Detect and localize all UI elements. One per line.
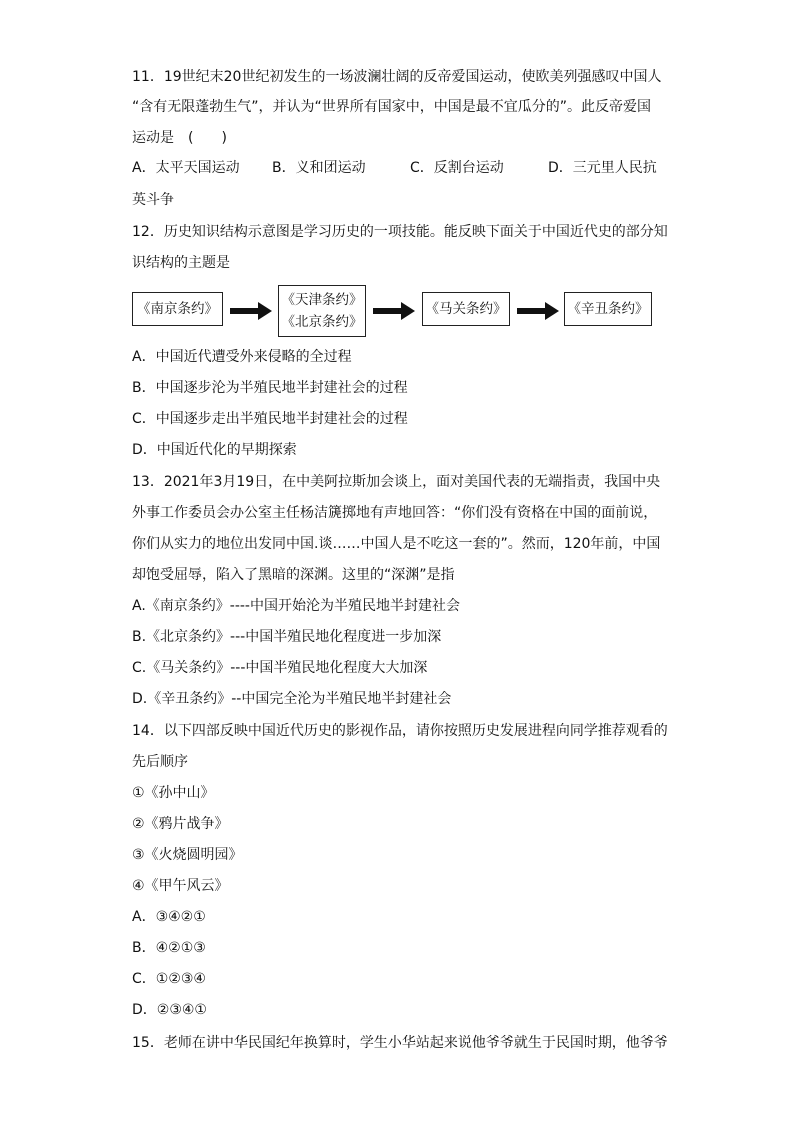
flow-box-nanjing xyxy=(132,292,223,326)
flow-arrow-3 xyxy=(517,302,559,320)
treaty-flow-diagram xyxy=(132,285,672,337)
q13-stem-line-1: 13．2021年3月19日，在中美阿拉斯加会谈上，面对美国代表的无端指责，我国中央 xyxy=(132,474,661,490)
q13-option-c[interactable]: C.《马关条约》---中国半殖民地化程度大大加深 xyxy=(132,660,428,676)
q11-stem-line-2: “含有无限蓬勃生气”，并认为“世界所有国家中，中国是最不宜瓜分的”。此反帝爱国 xyxy=(132,99,652,115)
q14-option-c[interactable]: C．①②③④ xyxy=(132,971,206,987)
q14-item-1: ①《孙中山》 xyxy=(132,785,215,801)
flow-box-xinchou xyxy=(564,292,652,326)
flow-box-maguan-label: 《马关条约》 xyxy=(425,301,507,317)
q14-option-d[interactable]: D．②③④① xyxy=(132,1002,207,1018)
q11-stem-line-3: 运动是 ( ) xyxy=(132,130,227,146)
flow-box-tianjin-beijing xyxy=(278,285,366,337)
q14-option-b[interactable]: B．④②①③ xyxy=(132,940,206,956)
q13-option-a[interactable]: A.《南京条约》----中国开始沦为半殖民地半封建社会 xyxy=(132,598,460,614)
q14-stem-line-2: 先后顺序 xyxy=(132,754,188,770)
q11-option-d[interactable]: D．三元里人民抗 xyxy=(548,160,657,176)
q11-option-d-wrap: 英斗争 xyxy=(132,192,174,208)
q13-option-b[interactable]: B.《北京条约》---中国半殖民地化程度进一步加深 xyxy=(132,629,442,645)
flow-box-tianjin-label: 《天津条约》 xyxy=(281,292,363,308)
q14-option-a[interactable]: A．③④②① xyxy=(132,909,206,925)
q14-item-2: ②《鸦片战争》 xyxy=(132,816,229,832)
q13-option-d[interactable]: D.《辛丑条约》--中国完全沦为半殖民地半封建社会 xyxy=(132,691,452,707)
q12-stem-line-2: 识结构的主题是 xyxy=(132,255,230,271)
q12-stem-line-1: 12．历史知识结构示意图是学习历史的一项技能。能反映下面关于中国近代史的部分知 xyxy=(132,224,668,240)
q13-stem-line-3: 你们从实力的地位出发同中国.谈……中国人是不吃这一套的”。然而，120年前，中国 xyxy=(132,536,661,552)
flow-box-xinchou-label: 《辛丑条约》 xyxy=(567,301,649,317)
flow-box-nanjing-label: 《南京条约》 xyxy=(137,301,218,317)
q12-option-d[interactable]: D．中国近代化的早期探索 xyxy=(132,442,297,458)
q15-stem-line-1: 15．老师在讲中华民国纪年换算时，学生小华站起来说他爷爷就生于民国时期，他爷爷 xyxy=(132,1035,668,1051)
flow-arrow-1 xyxy=(230,302,272,320)
flow-box-maguan xyxy=(422,292,510,326)
flow-box-beijing-label: 《北京条约》 xyxy=(281,314,363,330)
q12-option-b[interactable]: B．中国逐步沦为半殖民地半封建社会的过程 xyxy=(132,380,408,396)
q11-stem-line-1: 11．19世纪末20世纪初发生的一场波澜壮阔的反帝爱国运动，使欧美列强感叹中国人 xyxy=(132,69,662,85)
q11-option-b[interactable]: B．义和团运动 xyxy=(272,160,366,176)
q11-option-a[interactable]: A．太平天国运动 xyxy=(132,160,240,176)
flow-arrow-2 xyxy=(373,302,415,320)
q14-item-4: ④《甲午风云》 xyxy=(132,878,229,894)
q14-item-3: ③《火烧圆明园》 xyxy=(132,847,243,863)
q11-option-c[interactable]: C．反割台运动 xyxy=(410,160,504,176)
q14-stem-line-1: 14．以下四部反映中国近代历史的影视作品，请你按照历史发展进程向同学推荐观看的 xyxy=(132,723,668,739)
q12-option-c[interactable]: C．中国逐步走出半殖民地半封建社会的过程 xyxy=(132,411,408,427)
q12-option-a[interactable]: A．中国近代遭受外来侵略的全过程 xyxy=(132,349,352,365)
q13-stem-line-4: 却饱受屈辱，陷入了黑暗的深渊。这里的“深渊”是指 xyxy=(132,567,455,583)
q13-stem-line-2: 外事工作委员会办公室主任杨洁篪掷地有声地回答：“你们没有资格在中国的面前说， xyxy=(132,505,658,521)
